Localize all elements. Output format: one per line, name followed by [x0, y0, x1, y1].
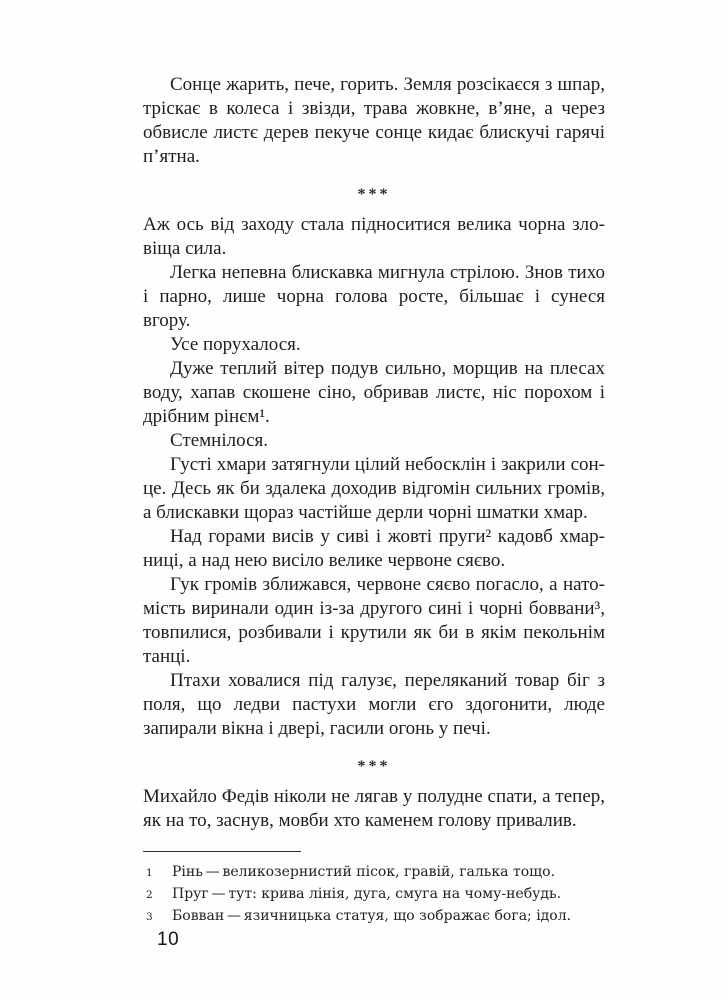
paragraph: Сонце жарить, пече, горить. Земля розсікаєся з шпар, тріскає в колеса і звізди, трава жовкне, в’яне, а через обвисле листє дерев пекуче сонце кидає блискучі гарячі п’ятна.: [143, 74, 605, 167]
footnote-divider: [143, 851, 301, 852]
paragraph: Над горами висів у сиві і жовті пруги² кадовб хмарниці, а над нею висіло велике червоне сяєво.: [143, 526, 605, 571]
paragraph: Легка непевна блискавка мигнула стрілою. Знов тихо і парно, лише чорна голова росте, більшає і сунеся вгору.: [143, 262, 605, 331]
footnote: [143, 905, 605, 927]
footnote-text: Рінь — великозернистий пісок, гравій, галька тощо.: [172, 864, 556, 880]
text-block: [143, 73, 605, 927]
footnote-number: 1: [146, 867, 153, 879]
paragraph: Густі хмари затягнули цілий небосклін і закрили сонце. Десь як би здалека доходив відгомін сильних громів, а блискавки щораз частійше дерли чорні шматки хмар.: [143, 454, 605, 523]
paragraph: Аж ось від заходу стала підноситися велика чорна зловіща сила.: [143, 214, 605, 259]
footnote: [143, 883, 605, 905]
footnote-text: Бовван — язичницька статуя, що зображає бога; ідол.: [172, 908, 572, 924]
footnote-number: 3: [146, 911, 153, 923]
section-separator: ***: [357, 186, 391, 203]
paragraph: Усе порухалося.: [170, 334, 301, 355]
paragraph: Стемнілося.: [170, 430, 269, 451]
footnotes-block: [143, 851, 605, 927]
paragraph: Дуже теплий вітер подув сильно, морщив на плесах воду, хапав скошене сіно, обривав листє, ніс порохом і дрібним рінєм¹.: [143, 358, 605, 427]
page-number: 10: [157, 929, 180, 950]
paragraph: Михайло Федів ніколи не лягав у полудне спати, а тепер, як на то, заснув, мовби хто каменем голову привалив.: [143, 786, 605, 831]
section-separator: ***: [357, 758, 391, 775]
paragraph: Птахи ховалися під галузє, переляканий товар біг з поля, що ледви пастухи могли єго здогонити, люде запирали вікна і двері, гасили огонь у печі.: [143, 670, 605, 739]
paragraph: Гук громів зближався, червоне сяєво погасло, а натомість виринали один із-за другого сині і чорні боввани³, товпилися, розбивали і крутили як би в якім пекольнім танці.: [143, 574, 605, 667]
footnote-text: Пруг — тут: крива лінія, дуга, смуга на чому-небудь.: [172, 886, 562, 902]
footnote-number: 2: [146, 889, 153, 901]
footnote: [143, 861, 605, 883]
